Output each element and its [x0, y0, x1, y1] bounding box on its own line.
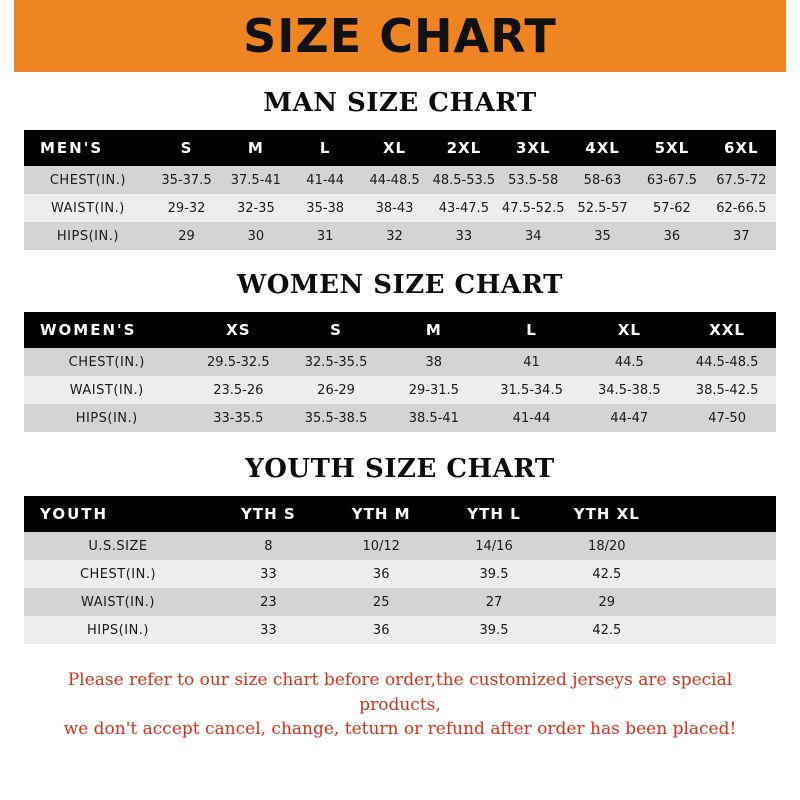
table-row — [24, 376, 776, 404]
table-cell: 31 — [291, 222, 360, 250]
table-row — [24, 560, 776, 588]
row-label: HIPS(IN.) — [24, 404, 189, 432]
column-header-empty — [663, 496, 776, 532]
table-cell: 44.5 — [580, 348, 678, 376]
table-body — [24, 532, 776, 644]
chart-content — [0, 72, 800, 800]
column-header: L — [483, 312, 581, 348]
table-row — [24, 348, 776, 376]
section-youth-size-chart — [24, 432, 776, 644]
column-header-rowlabel: MEN'S — [24, 130, 152, 166]
table-cell: 37.5-41 — [221, 166, 290, 194]
table-cell: 29.5-32.5 — [189, 348, 287, 376]
table-body — [24, 166, 776, 250]
table-header-row — [24, 130, 776, 166]
column-header: YTH S — [212, 496, 325, 532]
table-cell: 8 — [212, 532, 325, 560]
header-edge-right — [786, 0, 800, 72]
table-cell: 36 — [637, 222, 706, 250]
table-cell: 25 — [325, 588, 438, 616]
table-cell: 33 — [429, 222, 498, 250]
table-cell: 36 — [325, 616, 438, 644]
table-cell: 34.5-38.5 — [580, 376, 678, 404]
table-cell: 29-32 — [152, 194, 221, 222]
column-header: S — [152, 130, 221, 166]
table-body — [24, 348, 776, 432]
table-cell: 47-50 — [678, 404, 776, 432]
table-row — [24, 166, 776, 194]
table-cell: 34 — [499, 222, 568, 250]
table-head — [24, 130, 776, 166]
column-header: YTH M — [325, 496, 438, 532]
table-cell: 29 — [550, 588, 663, 616]
table-cell: 53.5-58 — [499, 166, 568, 194]
table-cell: 57-62 — [637, 194, 706, 222]
table-youth-size-chart — [24, 496, 776, 644]
table-cell: 32 — [360, 222, 429, 250]
section-title-youth: YOUTH SIZE CHART — [245, 454, 555, 484]
table-women-size-chart — [24, 312, 776, 432]
column-header: XS — [189, 312, 287, 348]
column-header: 3XL — [499, 130, 568, 166]
table-row — [24, 588, 776, 616]
table-row — [24, 616, 776, 644]
table-cell: 35-38 — [291, 194, 360, 222]
table-head — [24, 496, 776, 532]
column-header: M — [221, 130, 290, 166]
section-man-size-chart — [24, 72, 776, 250]
column-header: YTH L — [438, 496, 551, 532]
column-header: L — [291, 130, 360, 166]
column-header: 4XL — [568, 130, 637, 166]
row-label: WAIST(IN.) — [24, 588, 212, 616]
table-cell: 35 — [568, 222, 637, 250]
table-cell: 41-44 — [483, 404, 581, 432]
table-row — [24, 404, 776, 432]
table-cell: 10/12 — [325, 532, 438, 560]
table-cell-empty — [663, 560, 776, 588]
row-label: CHEST(IN.) — [24, 348, 189, 376]
row-label: WAIST(IN.) — [24, 194, 152, 222]
table-row — [24, 194, 776, 222]
table-cell: 14/16 — [438, 532, 551, 560]
table-cell: 63-67.5 — [637, 166, 706, 194]
page-title: SIZE CHART — [243, 9, 557, 63]
table-cell: 48.5-53.5 — [429, 166, 498, 194]
table-cell: 41 — [483, 348, 581, 376]
table-head — [24, 312, 776, 348]
table-cell: 39.5 — [438, 616, 551, 644]
section-title-women: WOMEN SIZE CHART — [237, 270, 563, 300]
table-man-size-chart — [24, 130, 776, 250]
row-label: U.S.SIZE — [24, 532, 212, 560]
column-header: 6XL — [707, 130, 776, 166]
table-cell: 42.5 — [550, 616, 663, 644]
section-title-man: MAN SIZE CHART — [263, 88, 537, 118]
table-cell: 52.5-57 — [568, 194, 637, 222]
table-cell: 31.5-34.5 — [483, 376, 581, 404]
column-header: XL — [360, 130, 429, 166]
column-header-rowlabel: YOUTH — [24, 496, 212, 532]
table-row — [24, 532, 776, 560]
column-header: 2XL — [429, 130, 498, 166]
table-cell: 38.5-42.5 — [678, 376, 776, 404]
table-cell: 37 — [707, 222, 776, 250]
row-label: HIPS(IN.) — [24, 616, 212, 644]
table-cell: 33 — [212, 616, 325, 644]
table-row — [24, 222, 776, 250]
table-cell: 42.5 — [550, 560, 663, 588]
table-cell: 39.5 — [438, 560, 551, 588]
table-cell: 38.5-41 — [385, 404, 483, 432]
table-header-row — [24, 496, 776, 532]
table-cell: 35-37.5 — [152, 166, 221, 194]
column-header: M — [385, 312, 483, 348]
table-cell: 29 — [152, 222, 221, 250]
column-header: XXL — [678, 312, 776, 348]
table-header-row — [24, 312, 776, 348]
table-cell: 36 — [325, 560, 438, 588]
table-cell: 67.5-72 — [707, 166, 776, 194]
row-label: CHEST(IN.) — [24, 560, 212, 588]
header-edge-left — [0, 0, 14, 72]
row-label: WAIST(IN.) — [24, 376, 189, 404]
row-label: CHEST(IN.) — [24, 166, 152, 194]
column-header: 5XL — [637, 130, 706, 166]
table-cell: 38-43 — [360, 194, 429, 222]
page-header-banner — [0, 0, 800, 72]
table-cell: 23 — [212, 588, 325, 616]
table-cell-empty — [663, 588, 776, 616]
table-cell: 41-44 — [291, 166, 360, 194]
footer-disclaimer — [24, 658, 776, 748]
table-cell: 44-47 — [580, 404, 678, 432]
column-header: S — [287, 312, 385, 348]
table-cell: 33-35.5 — [189, 404, 287, 432]
table-cell: 23.5-26 — [189, 376, 287, 404]
column-header: XL — [580, 312, 678, 348]
table-cell: 27 — [438, 588, 551, 616]
table-cell: 58-63 — [568, 166, 637, 194]
row-label: HIPS(IN.) — [24, 222, 152, 250]
table-cell: 62-66.5 — [707, 194, 776, 222]
table-cell: 38 — [385, 348, 483, 376]
footer-line-1: Please refer to our size chart before order,the customized jerseys are special products, — [67, 670, 733, 715]
footer-line-2: we don't accept cancel, change, teturn or refund after order has been placed! — [63, 719, 737, 740]
table-cell: 18/20 — [550, 532, 663, 560]
table-cell-empty — [663, 616, 776, 644]
table-cell: 29-31.5 — [385, 376, 483, 404]
column-header: YTH XL — [550, 496, 663, 532]
table-cell: 33 — [212, 560, 325, 588]
table-cell-empty — [663, 532, 776, 560]
table-cell: 26-29 — [287, 376, 385, 404]
section-women-size-chart — [24, 250, 776, 432]
table-cell: 32.5-35.5 — [287, 348, 385, 376]
column-header-rowlabel: WOMEN'S — [24, 312, 189, 348]
table-cell: 44-48.5 — [360, 166, 429, 194]
table-cell: 30 — [221, 222, 290, 250]
table-cell: 32-35 — [221, 194, 290, 222]
table-cell: 44.5-48.5 — [678, 348, 776, 376]
table-cell: 35.5-38.5 — [287, 404, 385, 432]
table-cell: 43-47.5 — [429, 194, 498, 222]
table-cell: 47.5-52.5 — [499, 194, 568, 222]
